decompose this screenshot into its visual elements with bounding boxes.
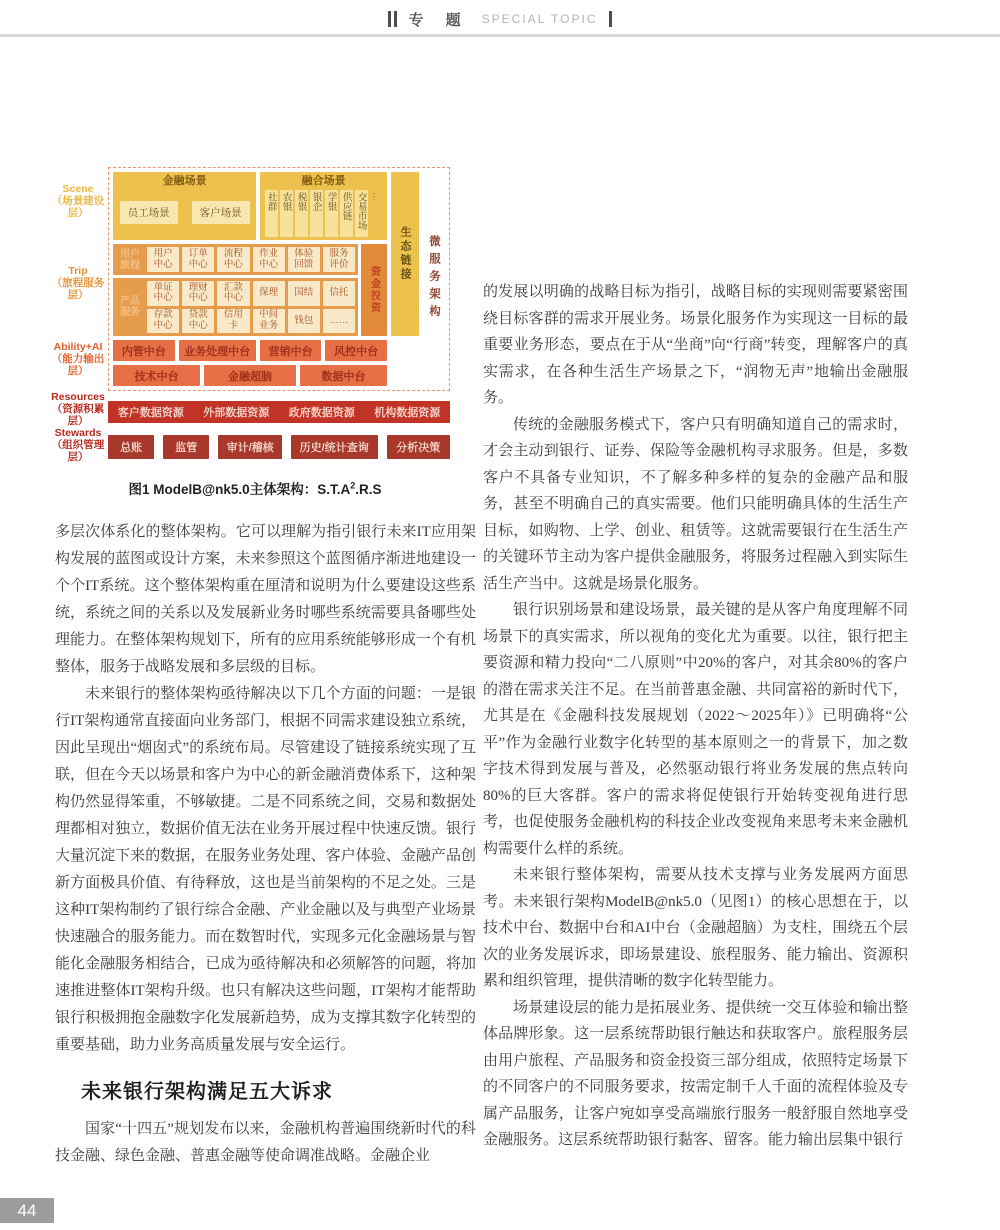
trip-box: 单证中心 <box>147 281 179 306</box>
trip-box: 用户中心 <box>147 247 179 272</box>
paragraph: 未来银行整体架构，需要从技术支撑与业务发展两方面思考。未来银行架构ModelB@nk5.0（见图1）的核心思想在于，以技术中台、数据中台和AI中台（金融超脑）为支柱，围绕五个层次的业务发展诉求，即场景建设、旅程服务、能力输出、资源积累和组织管理，提供清晰的数字化转型能力。 <box>483 867 908 989</box>
product-service-panel <box>113 278 358 336</box>
double-bar-icon <box>388 11 397 27</box>
ability-layer-row2 <box>113 365 387 386</box>
paragraph: 多层次体系化的整体架构。它可以理解为指引银行未来IT应用架构发展的蓝图或设计方案，未来参照这个蓝图循序渐进地建设一个个IT系统。这个整体架构重在厘清和说明为什么要建设这些系统，系统之间的关系以及发展新业务时哪些系统需要具备哪些处理能力。在整体架构规划下，所有的应用系统能够形成一个有机整体，服务于战略发展和多层级的目标。 <box>55 524 476 675</box>
ability-box: 营销中台 <box>260 340 322 361</box>
resource-item: 外部数据资源 <box>203 407 270 419</box>
microservice-architecture-label: 微服务架构 <box>428 235 440 323</box>
fusion-box: 农银 <box>280 190 293 237</box>
paragraph: 银行识别场景和建设场景，最关键的是从客户角度理解不同场景下的真实需求，所以视角的变化尤为重要。以往，银行把主要资源和精力投向“二八原则”中20%的客户，对其余80%的客户的潜在需求关注不足。在当前普惠金融、共同富裕的新时代下，尤其是在《金融科技发展规划（2022～2025年）》已明确将“公平”作为金融行业数字化转型的基本原则之一的背景下，加之数字技术得到发展与普及，必然驱动银行将业务发展的焦点转向80%的巨大客群。客户的需求将促使银行开始转变视角进行思考，也促使服务金融机构的科技企业改变视角来思考未来金融机构需要什么样的系统。 <box>483 602 908 857</box>
fusion-scene-panel <box>260 172 387 240</box>
paragraph: 的发展以明确的战略目标为指引，战略目标的实现则需要紧密围绕目标客群的需求开展业务。场景化服务作为实现这一目标的最重要业务形态，要点在于从“坐商”向“行商”转变，理解客户的真实需求，在各种生活生产场景之下，“润物无声”地输出金融服务。 <box>483 284 908 406</box>
ability-box: 技术中台 <box>113 365 200 386</box>
ability-layer-row1 <box>113 340 387 361</box>
stewards-layer-row <box>108 435 450 459</box>
header-divider <box>0 34 1000 37</box>
product-service-label: 产品服务 <box>120 296 140 318</box>
trip-layer <box>113 244 387 336</box>
steward-box: 历史/统计查询 <box>291 435 378 459</box>
trip-box: 存款中心 <box>147 309 179 334</box>
capital-investment-box: 资金投资 <box>361 244 387 336</box>
trip-box: 信托 <box>323 281 355 306</box>
scene-box: 客户场景 <box>192 201 250 224</box>
ability-box: 风控中台 <box>325 340 387 361</box>
trip-box: 服务评价 <box>323 247 355 272</box>
page-header <box>0 7 1000 31</box>
steward-box: 审计/稽核 <box>218 435 282 459</box>
topic-title-en: SPECIAL TOPIC <box>481 12 598 26</box>
fusion-box: 交易市场 <box>355 190 368 237</box>
finance-scene-title: 金融场景 <box>162 175 207 187</box>
paragraph: 传统的金融服务模式下，客户只有明确知道自己的需求时，才会主动到银行、证券、保险等金融机构寻求服务。但是，多数客户不具备专业知识，不了解多种多样的复杂的金融产品和服务，甚至不明确自己的真实需要。他们只能明确具体的生活生产目标，如购物、上学、创业、租赁等。这就需要银行在生活生产的关键环节主动为客户提供金融服务，将服务过程融入到实际生活生产当中。这就是场景化服务。 <box>483 416 908 592</box>
fusion-box: 社群 <box>265 190 278 237</box>
left-text-column <box>55 519 476 1170</box>
resource-item: 机构数据资源 <box>374 407 441 419</box>
trip-box: 中间业务 <box>253 309 285 334</box>
user-journey-panel <box>113 244 358 275</box>
steward-box: 分析决策 <box>387 435 451 459</box>
trip-box: 作业中心 <box>253 247 285 272</box>
paragraph: 国家“十四五”规划发布以来，金融机构普遍围绕新时代的科技金融、绿色金融、普惠金融等使命调准战略。金融企业 <box>55 1121 476 1164</box>
right-text-column <box>483 279 908 1154</box>
trip-box: 信用卡 <box>217 309 249 334</box>
fusion-box: 学银 <box>325 190 338 237</box>
scene-box: 员工场景 <box>120 201 178 224</box>
finance-scene-panel <box>113 172 256 240</box>
layer-label-scene: Scene （场景建设层） <box>51 183 105 219</box>
figure-architecture-diagram <box>50 165 460 465</box>
resources-layer-bar <box>108 401 450 423</box>
user-journey-label: 用户旅程 <box>120 248 140 271</box>
trip-box: 订单中心 <box>182 247 214 272</box>
trip-box: 国结 <box>288 281 320 306</box>
fusion-box: 银企 <box>310 190 323 237</box>
paragraph: 场景建设层的能力是拓展业务、提供统一交互体验和输出整体品牌形象。这一层系统帮助银行触达和获取客户。旅程服务层由用户旅程、产品服务和资金投资三部分组成，依照特定场景下的不同客户的不同服务要求，按需定制千人千面的流程体验及专属产品服务，让客户宛如享受高端旅行服务一般舒服自然地享受金融服务。这层系统帮助银行黏客、留客。能力输出层集中银行 <box>483 999 908 1148</box>
topic-title-cn: 专 题 <box>408 11 470 29</box>
fusion-box: 供应链 <box>340 190 353 237</box>
ability-box: 数据中台 <box>300 365 387 386</box>
layer-label-ability: Ability+AI （能力输出层） <box>51 341 105 377</box>
layer-label-trip: Trip （旅程服务层） <box>51 265 105 301</box>
resource-item: 政府数据资源 <box>288 407 355 419</box>
trip-box: 贷款中心 <box>182 309 214 334</box>
trip-box: …… <box>323 309 355 334</box>
layer-label-stewards: Stewards （组织管理层） <box>51 427 105 463</box>
fusion-scene-title: 融合场景 <box>301 175 346 187</box>
page-number: 44 <box>0 1198 54 1223</box>
ability-box: 内管中台 <box>113 340 175 361</box>
steward-box: 总账 <box>108 435 154 459</box>
trip-box: 流程中心 <box>217 247 249 272</box>
diagram-dashed-frame <box>108 167 450 391</box>
eco-link-box: 生态链接 <box>391 172 419 336</box>
trip-box: 体验回馈 <box>288 247 320 272</box>
figure-caption: 图1 ModelB@nk5.0主体架构：$S.T.A^2.R.S$ <box>128 480 382 497</box>
resource-item: 客户数据资源 <box>117 407 184 419</box>
trip-box: 汇款中心 <box>217 281 249 306</box>
section-heading: 未来银行架构满足五大诉求 <box>81 1081 333 1103</box>
ability-box: 业务处理中台 <box>179 340 256 361</box>
trip-box: 理财中心 <box>182 281 214 306</box>
single-bar-icon <box>609 11 612 27</box>
scene-layer <box>113 172 387 240</box>
layer-label-resources: Resources （资源积累层） <box>51 391 105 427</box>
fusion-box: 税银 <box>295 190 308 237</box>
steward-box: 监管 <box>163 435 209 459</box>
paragraph: 未来银行的整体架构亟待解决以下几个方面的问题：一是银行IT架构通常直接面向业务部门，根据不同需求建设独立系统，因此呈现出“烟囱式”的系统布局。尽管建设了链接系统实现了互联，但在今天以场景和客户为中心的新金融消费体系下，这种架构仍然显得笨重，不够敏捷。二是不同系统之间，交易和数据处理都相对独立，数据价值无法在业务开展过程中快速反馈。银行大量沉淀下来的数据，在服务业务处理、客户体验、金融产品创新方面极具价值、有待释放，这也是当前架构的不足之处。三是这种IT架构制约了银行综合金融、产业金融以及与典型产业场景快速融合的服务能力。而在数智时代，实现多元化金融场景与智能化金融服务相结合，已成为亟待解决和必须解答的问题，将加速推进整体IT架构升级。也只有解决这些问题，IT架构才能帮助银行积极拥抱金融数字化发展新趋势，成为支撑其数字化转型的重要基础，助力业务高质量发展与安全运行。 <box>55 686 476 1053</box>
trip-box: 保理 <box>253 281 285 306</box>
fusion-ellipsis: … <box>370 192 382 202</box>
trip-box: 钱包 <box>288 309 320 334</box>
ability-box: 金融超脑 <box>204 365 296 386</box>
